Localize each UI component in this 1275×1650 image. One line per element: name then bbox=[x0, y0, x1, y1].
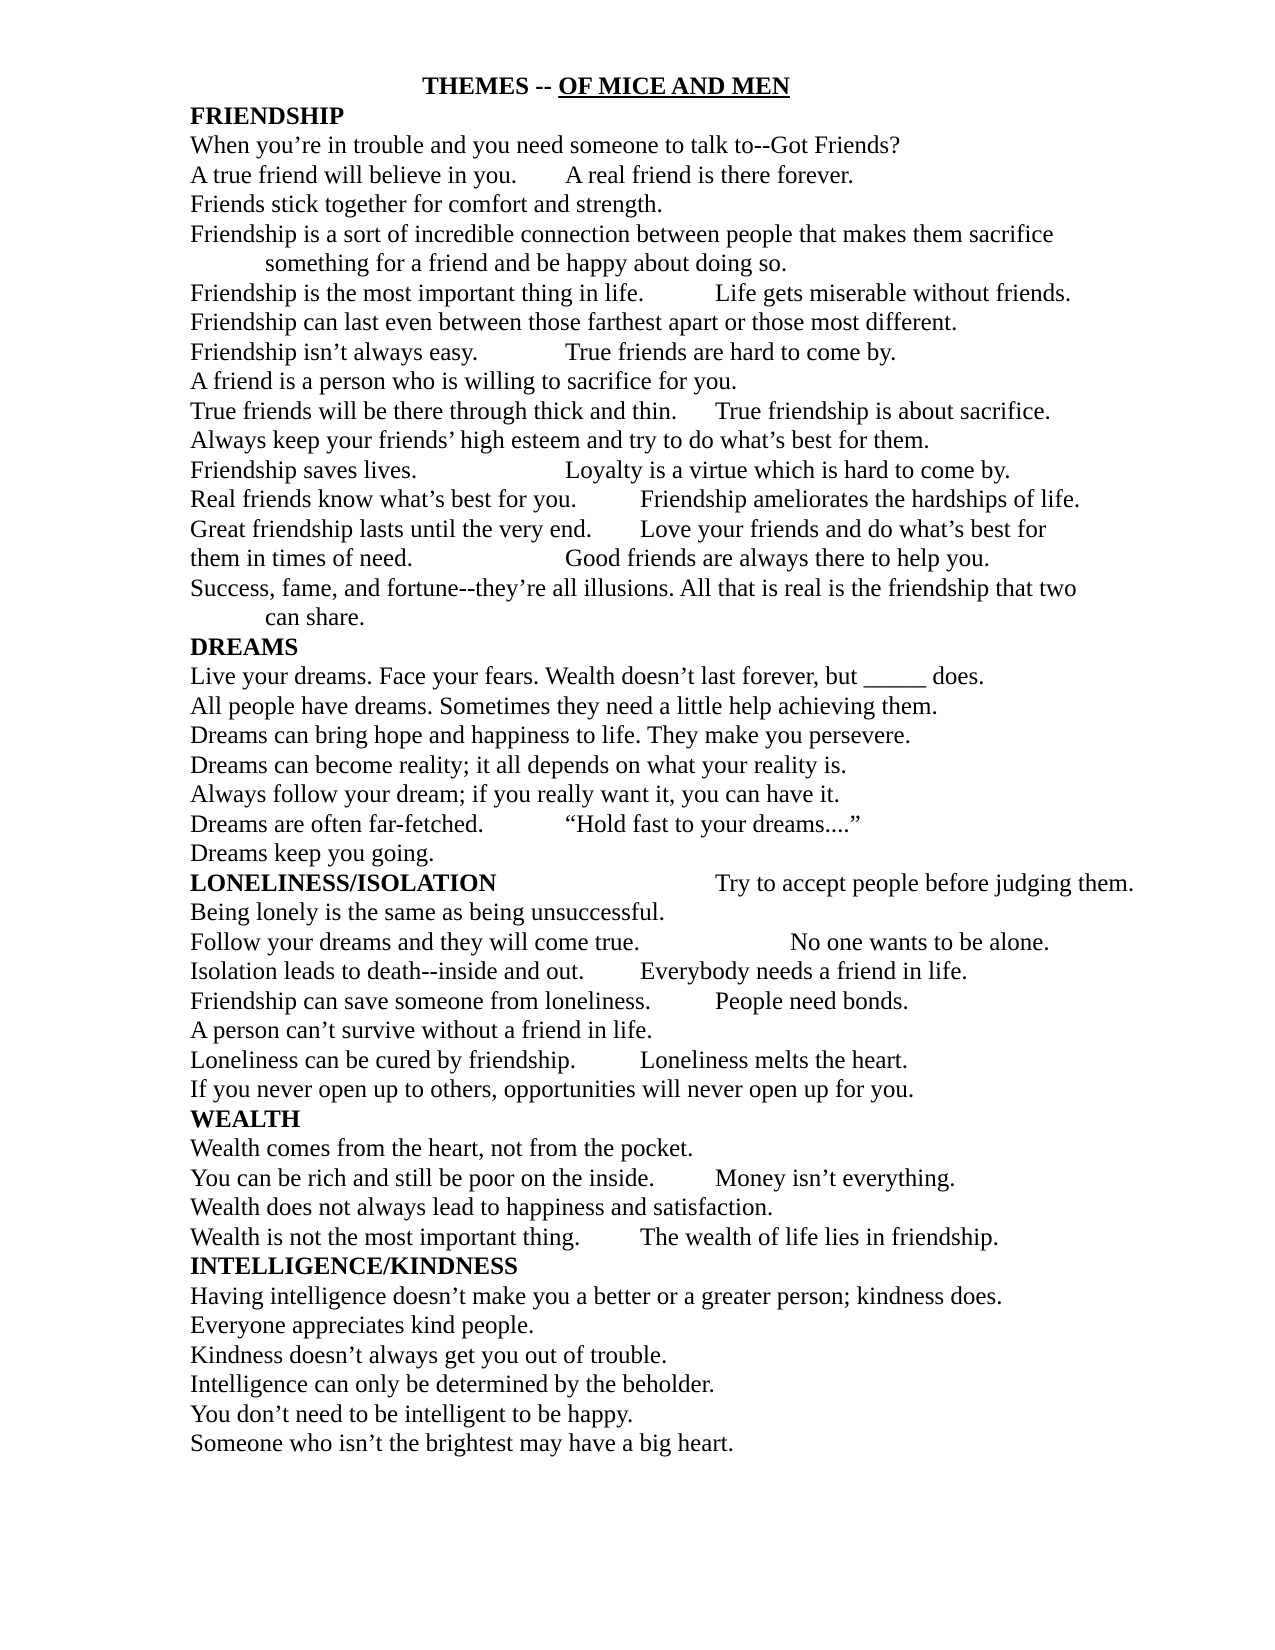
text-line: Someone who isn’t the brightest may have a big heart. bbox=[190, 1430, 734, 1457]
text-line: Dreams can bring hope and happiness to life. They make you persevere. bbox=[190, 722, 911, 749]
text-line: Friendship is the most important thing in life. Life gets miserable without friends. bbox=[190, 279, 1072, 307]
title-book-name: OF MICE AND MEN bbox=[558, 73, 790, 100]
text-line: Wealth comes from the heart, not from the pocket. bbox=[190, 1135, 694, 1162]
text-line: You can be rich and still be poor on the inside. Money isn’t everything. bbox=[190, 1164, 956, 1192]
text-line: A friend is a person who is willing to sacrifice for you. bbox=[190, 368, 738, 395]
text-line: Dreams keep you going. bbox=[190, 840, 435, 867]
section-heading-line bbox=[190, 869, 1135, 899]
section-heading: FRIENDSHIP bbox=[190, 102, 345, 130]
text-line: Friendship isn’t always easy. True friends are hard to come by. bbox=[190, 338, 897, 366]
section-heading: LONELINESS/ISOLATION bbox=[190, 869, 497, 897]
text-line: When you’re in trouble and you need someone to talk to--Got Friends? bbox=[190, 132, 901, 159]
text-line: Friendship saves lives. Loyalty is a virtue which is hard to come by. bbox=[190, 456, 1011, 484]
section-heading-line bbox=[190, 1252, 1022, 1282]
text-line: Always keep your friends’ high esteem and try to do what’s best for them. bbox=[190, 427, 930, 454]
text-line: Having intelligence doesn’t make you a better or a greater person; kindness does. bbox=[190, 1282, 1003, 1310]
section-heading-line bbox=[190, 1105, 1022, 1135]
title-prefix: THEMES -- bbox=[422, 73, 559, 100]
text-line: Wealth does not always lead to happiness and satisfaction. bbox=[190, 1194, 774, 1221]
text-line: Friendship is a sort of incredible connection between people that makes them sacrifice bbox=[190, 220, 1054, 248]
text-line: Dreams can become reality; it all depends on what your reality is. bbox=[190, 751, 847, 779]
sections-container bbox=[190, 102, 1135, 1459]
text-line: You don’t need to be intelligent to be happy. bbox=[190, 1400, 634, 1428]
text-line: Great friendship lasts until the very end. Love your friends and do what’s best for bbox=[190, 515, 1047, 543]
text-line: something for a friend and be happy about doing so. bbox=[190, 250, 788, 277]
text-line: Success, fame, and fortune--they’re all illusions. All that is real is the friendship that two bbox=[190, 574, 1077, 602]
text-line: Live your dreams. Face your fears. Wealth doesn’t last forever, but _____ does. bbox=[190, 663, 985, 690]
text-line: Loneliness can be cured by friendship. Loneliness melts the heart. bbox=[190, 1046, 908, 1074]
text-line: Wealth is not the most important thing. The wealth of life lies in friendship. bbox=[190, 1223, 999, 1251]
text-line: A person can’t survive without a friend in life. bbox=[190, 1017, 653, 1044]
text-line: Friends stick together for comfort and strength. bbox=[190, 191, 663, 218]
text-line: Follow your dreams and they will come true. No one wants to be alone. bbox=[190, 928, 1050, 956]
section-heading-suffix: Try to accept people before judging them. bbox=[496, 869, 1135, 897]
text-line: True friends will be there through thick and thin. True friendship is about sacrifice. bbox=[190, 397, 1051, 425]
text-line: Friendship can save someone from loneliness. People need bonds. bbox=[190, 987, 909, 1015]
text-line: Dreams are often far-fetched. “Hold fast to your dreams....” bbox=[190, 810, 861, 838]
section-heading: DREAMS bbox=[190, 633, 299, 661]
section-heading-line bbox=[190, 633, 1022, 663]
text-line: them in times of need. Good friends are always there to help you. bbox=[190, 545, 990, 572]
document-title bbox=[190, 72, 1022, 102]
text-line: Isolation leads to death--inside and out. Everybody needs a friend in life. bbox=[190, 958, 968, 985]
section-heading-line bbox=[190, 102, 1022, 132]
text-line: A true friend will believe in you. A real friend is there forever. bbox=[190, 161, 854, 189]
section-heading: INTELLIGENCE/KINDNESS bbox=[190, 1253, 518, 1280]
text-line: Everyone appreciates kind people. bbox=[190, 1312, 535, 1339]
text-line: Intelligence can only be determined by the beholder. bbox=[190, 1371, 715, 1398]
text-line: Always follow your dream; if you really want it, you can have it. bbox=[190, 781, 840, 808]
document-content bbox=[190, 72, 1135, 1459]
text-line: All people have dreams. Sometimes they need a little help achieving them. bbox=[190, 692, 938, 720]
text-line: can share. bbox=[190, 604, 365, 631]
section-heading: WEALTH bbox=[190, 1105, 301, 1133]
text-line: Real friends know what’s best for you. Friendship ameliorates the hardships of life. bbox=[190, 486, 1081, 513]
text-line: Friendship can last even between those farthest apart or those most different. bbox=[190, 309, 958, 336]
text-line: If you never open up to others, opportunities will never open up for you. bbox=[190, 1076, 915, 1103]
text-line: Being lonely is the same as being unsuccessful. bbox=[190, 899, 665, 926]
text-line: Kindness doesn’t always get you out of trouble. bbox=[190, 1341, 668, 1369]
